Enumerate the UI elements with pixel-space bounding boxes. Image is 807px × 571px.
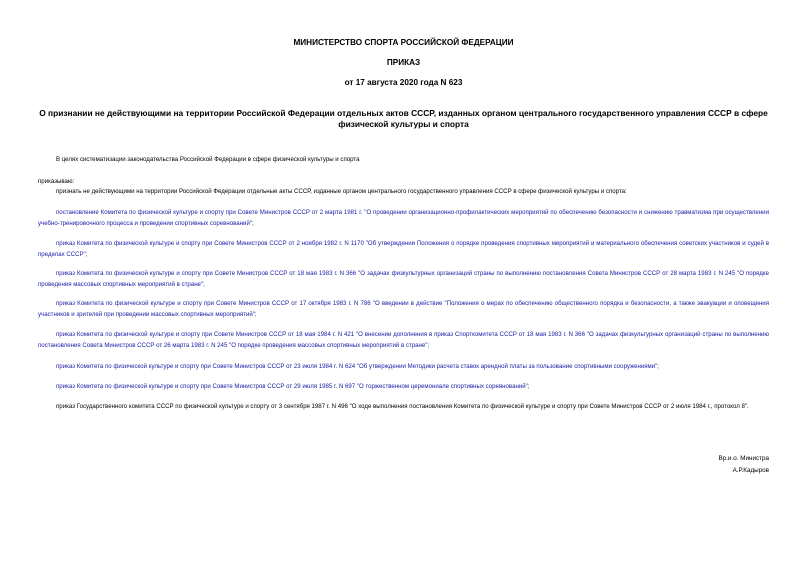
act-item-link[interactable]: приказ Комитета по физической культуре и спорту при Совете Министров СССР от 18 мая 1983 г. N 366 "О задачах физкультурных организаций страны по выполнению постановления Совета Министров СССР от 28 марта 1983 г. N 245 "О порядке проведения массовых спортивных мероприятий в стране"; <box>38 270 769 288</box>
order-title: О признании не действующими на территории Российской Федерации отдельных актов СССР, изданных органом центрального государственного управления СССР в сфере физической культуры и спорта <box>39 108 768 129</box>
preamble-paragraph: В целях систематизации законодательства Российской Федерации в сфере физической культуры и спорта <box>56 156 360 163</box>
act-item-link[interactable]: приказ Комитета по физической культуре и спорту при Совете Министров СССР от 17 октября 1983 г. N 786 "О введении в действие "Положения о мерах по обеспечению общественного порядка и безопасности, а также эвакуации и оповещения участников и зрителей при проведении массовых спортивных мероприятий"; <box>38 300 769 318</box>
order-verb: приказываю: <box>38 178 75 185</box>
act-item-link[interactable]: постановление Комитета по физической культуре и спорту при Совете Министров СССР от 2 марта 1981 г. "О проведении организационно-профилактических мероприятий по обеспечению безопасности и снижению травматизма при осуществлении учебно-тренировочного процесса и проведении спортивных соревнований"; <box>38 209 769 227</box>
act-item-link[interactable]: приказ Комитета по физической культуре и спорту при Совете Министров СССР от 23 июля 1984 г. N 624 "Об утверждении Методики расчета ставок арендной платы за пользование спортивными сооружениями"; <box>56 363 659 370</box>
signature-name: А.Р.Кадыров <box>732 467 769 474</box>
order-date-number: от 17 августа 2020 года N 623 <box>344 78 463 87</box>
signature-position: Вр.и.о. Министра <box>718 455 769 462</box>
act-item-link[interactable]: приказ Комитета по физической культуре и спорту при Совете Министров СССР от 29 июля 1985 г. N 697 "О торжественном церемониале спортивных соревнований"; <box>56 383 530 390</box>
act-item-link[interactable]: приказ Комитета по физической культуре и спорту при Совете Министров СССР от 2 ноября 1982 г. N 1170 "Об утверждении Положения о порядке проведения спортивных мероприятий и материального обеспечения советских участников и судей в пределах СССР"; <box>38 240 769 258</box>
act-item: приказ Государственного комитета СССР по физической культуре и спорту от 3 сентября 1987 г. N 496 "О ходе выполнения постановления Комитета по физической культуре и спорту при Совете Министров СССР от 2 июля 1984 г., протокол 8". <box>56 403 749 410</box>
ministry-heading: МИНИСТЕРСТВО СПОРТА РОССИЙСКОЙ ФЕДЕРАЦИИ <box>293 38 514 47</box>
order-heading: ПРИКАЗ <box>386 58 421 67</box>
act-item-link[interactable]: приказ Комитета по физической культуре и спорту при Совете Министров СССР от 18 мая 1984 г. N 421 "О внесении дополнения в приказ Спорткомитета СССР от 18 мая 1983 г. N 366 "О задачах физкультурных организаций страны по выполнению постановления Совета Министров СССР от 26 марта 1983 г. N 245 "О порядке проведения массовых спортивных мероприятий в стране"; <box>38 331 769 349</box>
main-clause: признать не действующими на территории Российской Федерации отдельные акты СССР, изданные органом центрального государственного управления СССР в сфере физической культуры и спорта: <box>56 188 627 195</box>
